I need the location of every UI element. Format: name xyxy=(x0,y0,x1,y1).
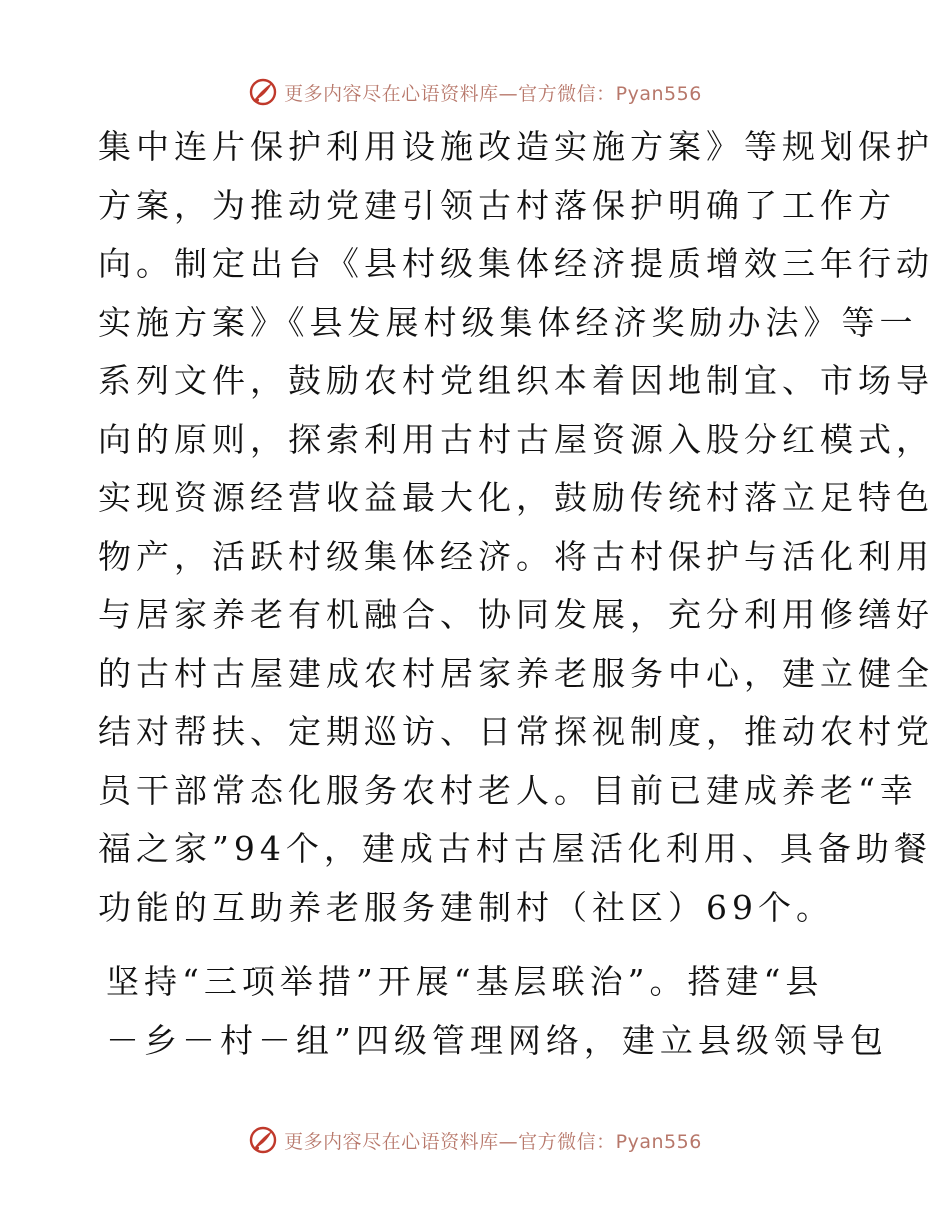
header-banner-text: 更多内容尽在心语资料库—官方微信：Pyan556 xyxy=(284,82,702,105)
text-line: 方案，为推动党建引领古村落保护明确了工作方 xyxy=(98,185,896,225)
text-line: 物产，活跃村级集体经济。将古村保护与活化利用 xyxy=(98,536,934,576)
paragraph-2 xyxy=(98,953,888,1070)
text-line: 与居家养老有机融合、协同发展，充分利用修缮好 xyxy=(98,595,934,634)
text-line: 集中连片保护利用设施改造实施方案》等规划保护 xyxy=(98,127,934,166)
text-line: 向的原则，探索利用古村古屋资源入股分红模式， xyxy=(98,419,934,459)
paragraph-1 xyxy=(98,118,934,937)
text-line: 福之家”94个，建成古村古屋活化利用、具备助餐 xyxy=(98,829,932,868)
header-watermark-banner xyxy=(0,72,950,112)
text-line: 功能的互助养老服务建制村（社区）69个。 xyxy=(98,887,834,927)
quill-logo-icon xyxy=(248,77,278,107)
text-line: －乡－村－组”四级管理网络，建立县级领导包 xyxy=(106,1020,888,1060)
footer-banner-text: 更多内容尽在心语资料库—官方微信：Pyan556 xyxy=(284,1130,702,1153)
text-line: 的古村古屋建成农村居家养老服务中心，建立健全 xyxy=(98,653,934,693)
footer-watermark-banner xyxy=(0,1120,950,1160)
text-line: 向。制定出台《县村级集体经济提质增效三年行动 xyxy=(98,244,934,283)
text-line: 实施方案》《县发展村级集体经济奖励办法》等一 xyxy=(98,302,918,342)
text-line: 员干部常态化服务农村老人。目前已建成养老“幸 xyxy=(98,770,918,810)
text-line: 坚持“三项举措”开展“基层联治”。搭建“县 xyxy=(106,962,824,1001)
quill-logo-icon xyxy=(248,1125,278,1155)
document-body xyxy=(98,118,934,1070)
text-line: 系列文件，鼓励农村党组织本着因地制宜、市场导 xyxy=(98,361,934,400)
text-line: 结对帮扶、定期巡访、日常探视制度，推动农村党 xyxy=(98,712,934,751)
text-line: 实现资源经营收益最大化，鼓励传统村落立足特色 xyxy=(98,478,934,517)
